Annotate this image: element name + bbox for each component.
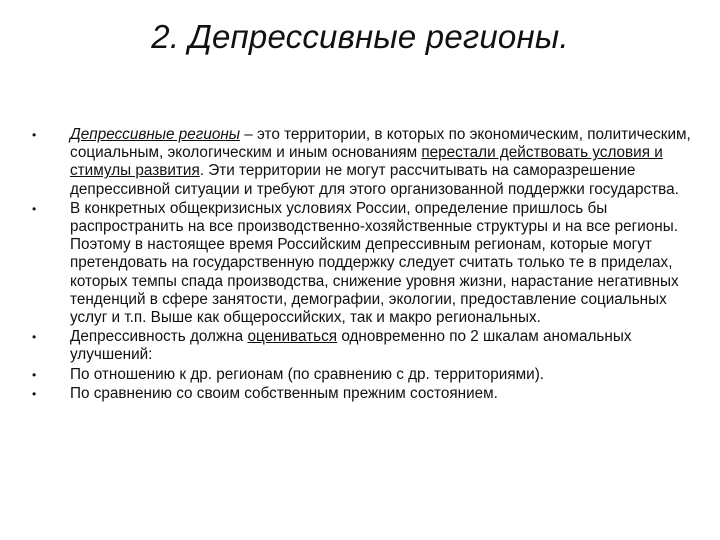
list-item (28, 328, 700, 364)
list-item (28, 385, 700, 403)
item-text: В конкретных общекризисных условиях России, определение пришлось бы распространить на все производственно-хозяйственные структуры и на все регионы. Поэтому в настоящее время Российским депрессивным регионам, которые могут претендовать на государственную поддержку следует считать только те в приделах, которых темпы спада производства, снижение уровня жизни, нарастание негативных тенденций в сфере занятости, демографии, экологии, предоставление социальных услуг и т.п. Выше как общероссийских, так и макро региональных. (70, 199, 679, 327)
term: Депрессивные регионы (70, 126, 241, 143)
item-text: – это территории, в которых по экономическим, политическим, социальным, экологическим и иным основаниям (70, 126, 691, 162)
slide-title: 2. Депрессивные регионы. (151, 18, 569, 55)
bullet-icon: • (32, 386, 37, 401)
list-item (28, 126, 700, 199)
bullet-icon: • (32, 201, 37, 216)
item-text: Депрессивность должна (70, 328, 248, 346)
bullet-icon: • (32, 367, 37, 382)
underlined-phrase: оцениваться (247, 328, 338, 346)
item-text: . Эти территории не могут рассчитывать на саморазрешение депрессивной ситуации и требуют для этого организованной поддержки государства. (70, 162, 679, 198)
item-text: По сравнению со своим собственным прежним состоянием. (70, 384, 498, 402)
item-text: одновременно по 2 шкалам аномальных улучшений: (70, 328, 632, 364)
bullet-icon: • (32, 128, 37, 142)
underlined-phrase: перестали действовать условия и стимулы развития (70, 144, 663, 180)
list-item (28, 366, 700, 384)
item-text: По отношению к др. регионам (по сравнению с др. территориями). (70, 365, 545, 383)
bullet-icon: • (32, 330, 37, 345)
bullet-list (28, 126, 700, 404)
list-item (28, 200, 700, 327)
